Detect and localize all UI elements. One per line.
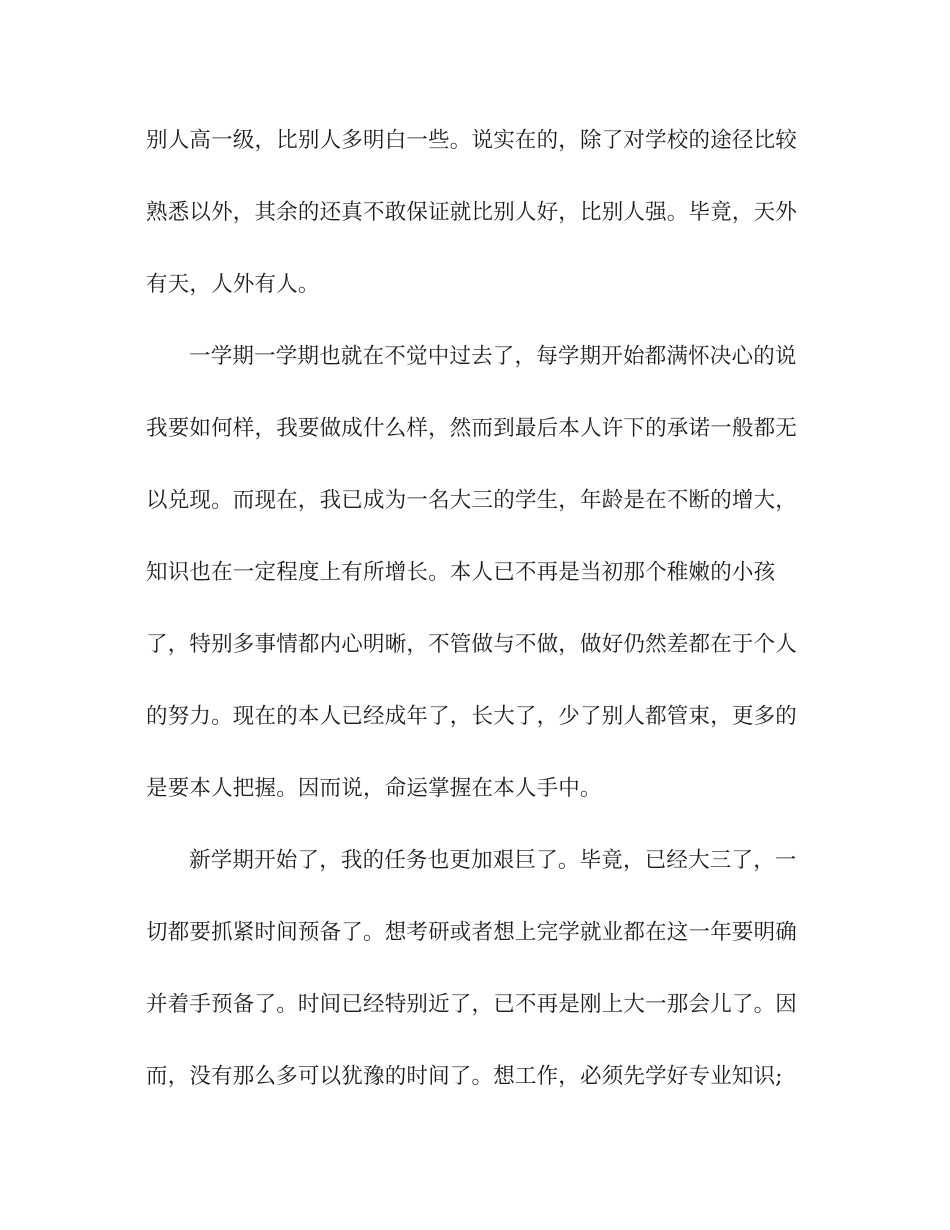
- text-line: 我要如何样，我要做成什么样，然而到最后本人许下的承诺一般都无: [146, 416, 798, 441]
- text-line: 的努力。现在的本人已经成年了，长大了，少了别人都管束，更多的: [146, 704, 798, 729]
- text-line: 别人高一级，比别人多明白一些。说实在的，除了对学校的途径比较: [146, 128, 798, 153]
- paragraph-first-line: 新学期开始了，我的任务也更加艰巨了。毕竟，已经大三了，一: [189, 848, 797, 873]
- text-line: 以兑现。而现在，我已成为一名大三的学生，年龄是在不断的增大，: [146, 488, 798, 513]
- text-line: 切都要抓紧时间预备了。想考研或者想上完学就业都在这一年要明确: [146, 920, 798, 945]
- text-line: 知识也在一定程度上有所增长。本人已不再是当初那个稚嫩的小孩: [146, 560, 776, 585]
- text-line: 并着手预备了。时间已经特别近了，已不再是刚上大一那会儿了。因: [146, 992, 798, 1017]
- text-line: 是要本人把握。因而说，命运掌握在本人手中。: [146, 776, 602, 801]
- text-line: 有天，人外有人。: [146, 272, 320, 297]
- text-line: 了，特别多事情都内心明晰，不管做与不做，做好仍然差都在于个人: [146, 632, 798, 657]
- paragraph-first-line: 一学期一学期也就在不觉中过去了，每学期开始都满怀决心的说: [189, 344, 797, 369]
- text-line: 而，没有那么多可以犹豫的时间了。想工作，必须先学好专业知识;: [146, 1064, 783, 1089]
- text-line: 熟悉以外，其余的还真不敢保证就比别人好，比别人强。毕竟，天外: [146, 200, 798, 225]
